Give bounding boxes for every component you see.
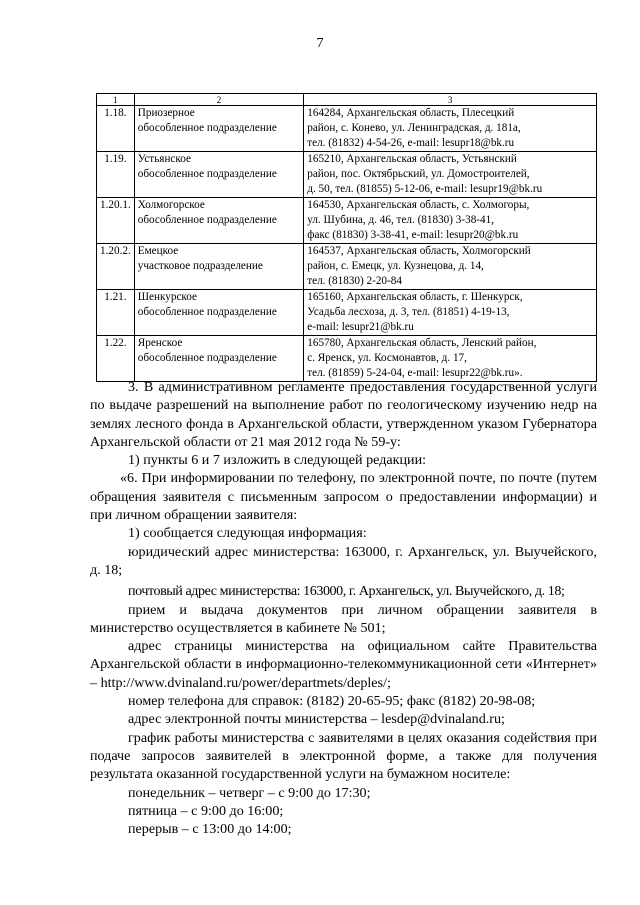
- table-row: [97, 336, 597, 382]
- table-header-cell: 1: [97, 94, 135, 106]
- address-line: с. Яренск, ул. Космонавтов, д. 17,: [307, 352, 467, 364]
- document-body: [90, 378, 597, 838]
- paragraph: график работы министерства с заявителями в целях оказания содействия при подаче запросов заявителей в электронной форме, а также для получения результата оказанной государственной услуги на бумажном носителе:: [90, 729, 597, 783]
- subdivision-address: [304, 198, 597, 244]
- subdivision-name-line: обособленное подразделение: [137, 214, 277, 226]
- address-line: 165780, Архангельская область, Ленский район,: [307, 337, 537, 349]
- subdivision-name-line: Шенкурское: [137, 291, 197, 303]
- paragraph: номер телефона для справок: (8182) 20-65-95; факс (8182) 20-98-08;: [128, 693, 536, 710]
- subdivision-name-line: обособленное подразделение: [137, 168, 277, 180]
- paragraph: 1) пункты 6 и 7 изложить в следующей редакции:: [128, 452, 427, 469]
- address-line: Усадьба лесхоза, д. 3, тел. (81851) 4-19-13,: [307, 306, 510, 318]
- paragraph: 1) сообщается следующая информация:: [128, 525, 367, 542]
- subdivision-address: [304, 152, 597, 198]
- paragraph: перерыв – с 13:00 до 14:00;: [128, 821, 292, 838]
- subdivision-address: [304, 290, 597, 336]
- subdivision-name-line: Устьянское: [137, 153, 191, 165]
- address-line: 165160, Архангельская область, г. Шенкурск,: [307, 291, 523, 303]
- row-number: 1.19.: [97, 152, 135, 198]
- subdivision-name-line: обособленное подразделение: [137, 122, 277, 134]
- table-row: [97, 106, 597, 152]
- paragraph: 3. В административном регламенте предоставления государственной услуги по выдаче разрешений на выполнение работ по геологическому изучению недр на землях лесного фонда в Архангельской области, утвержденном указом Губернатора Архангельской области от 21 мая 2012 года № 59-у:: [90, 379, 597, 450]
- address-line: факс (81830) 3-38-41, e-mail: lesupr20@bk.ru: [307, 229, 519, 241]
- address-line: район, с. Емецк, ул. Кузнецова, д. 14,: [307, 260, 484, 272]
- subdivision-name: [134, 198, 303, 244]
- subdivision-name-line: Приозерное: [137, 107, 195, 119]
- subdivision-name-line: обособленное подразделение: [137, 306, 277, 318]
- row-number: 1.18.: [97, 106, 135, 152]
- subdivision-name-line: Холмогорское: [137, 199, 205, 211]
- subdivision-name-line: Емецкое: [137, 245, 179, 257]
- subdivision-name-line: участковое подразделение: [137, 260, 263, 272]
- address-line: ул. Шубина, д. 46, тел. (81830) 3-38-41,: [307, 214, 495, 226]
- paragraph: пятница – с 9:00 до 16:00;: [128, 802, 284, 819]
- address-line: тел. (81830) 2-20-84: [307, 275, 402, 287]
- table-header-row: [97, 94, 597, 106]
- subdivision-address: [304, 244, 597, 290]
- subdivision-name: [134, 152, 303, 198]
- table-header-cell: 3: [304, 94, 597, 106]
- subdivision-name-line: Яренское: [137, 337, 183, 349]
- address-line: тел. (81832) 4-54-26, e-mail: lesupr18@bk.ru: [307, 137, 515, 149]
- subdivision-name: [134, 336, 303, 382]
- row-number: 1.22.: [97, 336, 135, 382]
- row-number: 1.21.: [97, 290, 135, 336]
- subdivision-address: [304, 336, 597, 382]
- subdivision-address: [304, 106, 597, 152]
- paragraph: юридический адрес министерства: 163000, г. Архангельск, ул. Выучейского, д. 18;: [90, 543, 597, 578]
- paragraph: адрес страницы министерства на официальном сайте Правительства Архангельской области в информационно-телекоммуникационной сети «Интернет» – http://www.dvinaland.ru/power/departmets/deples/;: [90, 638, 597, 691]
- subdivision-name: [134, 106, 303, 152]
- address-line: район, пос. Октябрьский, ул. Домостроителей,: [307, 168, 530, 180]
- address-line: 164537, Архангельская область, Холмогорский: [307, 245, 531, 257]
- subdivision-name: [134, 244, 303, 290]
- table-row: [97, 152, 597, 198]
- paragraph: почтовый адрес министерства: 163000, г. Архангельск, ул. Выучейского, д. 18;: [128, 583, 565, 600]
- address-line: 165210, Архангельская область, Устьянский: [307, 153, 517, 165]
- paragraph: «6. При информировании по телефону, по электронной почте, по почте (путем обращения заявителя с письменным запросом о предоставлении информации) и при личном обращении заявителя:: [90, 470, 597, 524]
- table-row: [97, 290, 597, 336]
- row-number: 1.20.1.: [97, 198, 135, 244]
- address-line: тел. (81859) 5-24-04, e-mail: lesupr22@bk.ru».: [307, 367, 523, 379]
- address-line: район, с. Конево, ул. Ленинградская, д. 181а,: [307, 122, 521, 134]
- subdivision-name-line: обособленное подразделение: [137, 352, 277, 364]
- table-row: [97, 244, 597, 290]
- address-line: д. 50, тел. (81855) 5-12-06, e-mail: lesupr19@bk.ru: [307, 183, 543, 195]
- address-line: 164284, Архангельская область, Плесецкий: [307, 107, 515, 119]
- contacts-table: [96, 93, 597, 382]
- address-line: e-mail: lesupr21@bk.ru: [307, 321, 414, 333]
- paragraph: прием и выдача документов при личном обращении заявителя в министерство осуществляется в кабинете № 501;: [90, 601, 597, 636]
- subdivision-name: [134, 290, 303, 336]
- paragraph: адрес электронной почты министерства – lesdep@dvinaland.ru;: [128, 711, 505, 728]
- address-line: 164530, Архангельская область, с. Холмогоры,: [307, 199, 530, 211]
- row-number: 1.20.2.: [97, 244, 135, 290]
- paragraph: понедельник – четверг – с 9:00 до 17:30;: [128, 784, 371, 801]
- table-row: [97, 198, 597, 244]
- page-number: 7: [316, 36, 324, 51]
- table-header-cell: 2: [134, 94, 303, 106]
